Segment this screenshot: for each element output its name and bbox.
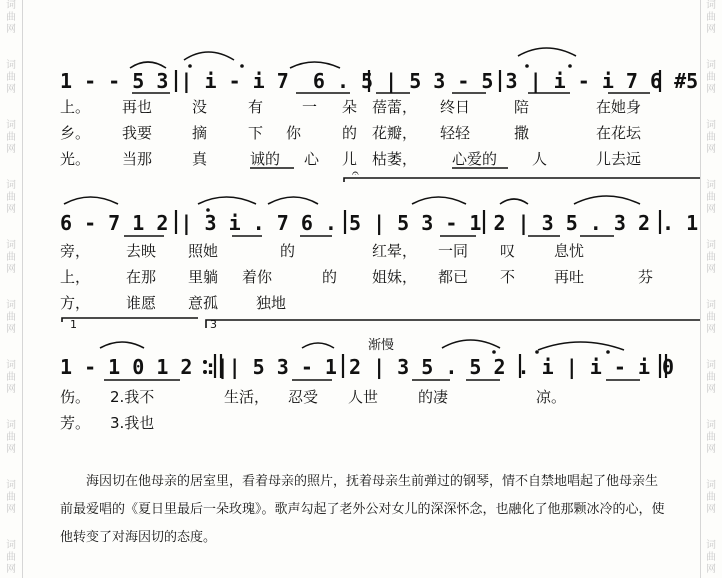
lyric-word: 儿 [342,150,358,168]
slur [198,197,256,204]
slur [538,342,624,350]
lyric-word: 终日 [440,98,471,116]
lyric-word: 我要 [122,124,153,142]
octave-dot [535,350,539,354]
lyric-word: 凉。 [536,388,567,406]
slur [184,52,234,60]
lyric-word: 忍受 [288,388,319,406]
story-paragraph: 海因切在他母亲的居室里，看着母亲的照片，抚着母亲生前弹过的钢琴，情不自禁地唱起了他母亲生前最爱唱的《夏日里最后一朵玫瑰》。歌声勾起了老外公对女儿的深深怀念，也融化了他那颗冰冷的心，使他转变了对海因切的态度。 [60,474,665,545]
lyric-word: 在那 [126,268,157,286]
volta-bracket [62,318,198,322]
lyric-word: 再吐 [554,268,585,286]
lyric-word: 旁， [60,242,91,260]
lyric-word: 里躺 [188,268,219,286]
tempo-marking: 渐慢 [368,338,395,353]
slur [130,62,166,68]
lyric-word: 花瓣， [372,124,418,142]
lyric-word: 姐妹， [372,268,418,286]
lyric-word: 一 [302,98,318,116]
lyric-word: 着你 [242,268,273,286]
lyric-word: 的凄 [418,388,449,406]
watermark-right-10: 词 曲 网 [706,540,716,575]
octave-dot [188,64,192,68]
lyric-word: 叹 [500,242,516,260]
notation-row-2: 6 - 7 1 2 | 3 i . 7 6 . 5 | 5 3 - 1 2 | 3 5 . 3 2 . 1 [60,211,699,235]
lyric-word: 撒 [514,124,530,142]
volta-bracket [344,178,700,182]
lyric-word: 当那 [122,150,153,168]
lyric-word: 在她身 [596,98,642,116]
lyric-word: 的 [342,124,358,142]
watermark-right-4: 词 曲 网 [706,180,716,215]
slur [442,340,500,348]
slur [412,197,466,204]
lyric-word: 芳。 [60,414,91,432]
lyric-word: 去映 [126,242,157,260]
octave-dot [606,350,610,354]
lyric-word: 上。 [60,98,91,116]
octave-dot [492,350,496,354]
lyric-word: 伤。 [60,388,91,406]
watermark-left-2: 词 曲 网 [6,60,16,95]
lyric-word: 没 [192,98,208,116]
watermark-right-7: 词 曲 网 [706,360,716,395]
lyric-word: 光。 [60,150,91,168]
slur [574,196,640,204]
watermark-left-9: 词 曲 网 [6,480,16,515]
lyric-word: 的 [280,242,296,260]
lyric-word: 人世 [348,388,379,406]
lyric-word: 在花坛 [596,124,642,142]
lyric-word: 一同 [438,242,469,260]
slur [518,48,576,56]
watermark-left-7: 词 曲 网 [6,360,16,395]
volta-1-label: 1 [70,318,77,331]
lyric-word: 独地 [256,294,287,312]
watermark-right-9: 词 曲 网 [706,480,716,515]
lyric-word: 方， [60,294,91,312]
lyric-word: 轻轻 [440,124,471,142]
lyric-word: 照她 [188,242,219,260]
notation-row-3: 1 - 1 0 1 2 :|| 5 3 - 1 2 | 3 5 . 5 2 . i | i - i 0 [60,355,675,379]
lyric-word: 红晕， [372,242,418,260]
lyric-word: 谁愿 [126,294,157,312]
lyric-word: 陪 [514,98,530,116]
slur [268,197,318,204]
lyric-word: 朵 [342,98,358,116]
slur [64,197,118,204]
lyric-word: 都已 [438,268,469,286]
lyric-word: 蓓蕾， [372,98,418,116]
octave-dot [568,64,572,68]
watermark-right-5: 词 曲 网 [706,240,716,275]
lyric-word: 有 [248,98,264,116]
watermark-left-3: 词 曲 网 [6,120,16,155]
slur [100,342,144,348]
watermark-right-1: 词 曲 网 [706,0,716,35]
octave-dot [525,64,529,68]
watermark-right-6: 词 曲 网 [706,300,716,335]
lyric-word: 的 [322,268,338,286]
octave-dot [240,64,244,68]
lyric-word: 真 [192,150,208,168]
lyric-word: 枯萎， [372,150,418,168]
lyric-word: 下 [248,124,264,142]
watermark-left-5: 词 曲 网 [6,240,16,275]
watermark-left-4: 词 曲 网 [6,180,16,215]
lyric-word: 摘 [192,124,208,142]
slur [302,343,334,348]
watermark-left-6: 词 曲 网 [6,300,16,335]
volta-bracket [206,320,700,328]
notation-row-1: 1 - - 5 3 | i - i 7 6 . 5 | 5 3 - 5 3 | i - i 7 6 #5 [60,69,699,93]
lyric-word: 诚的 [250,150,281,168]
slur [290,62,340,68]
watermark-right-2: 词 曲 网 [706,60,716,95]
lyric-word: 2.我不 [110,388,155,406]
lyric-word: 芬 [638,268,654,286]
watermark-left-1: 词 曲 网 [6,0,16,35]
fermata-sign: 𝄐 [352,166,359,180]
slur [500,199,528,204]
lyric-word: 意孤 [188,294,219,312]
lyric-word: 人 [532,150,548,168]
volta-3-label: 3 [210,318,217,331]
lyric-word: 3.我也 [110,414,155,432]
lyric-word: 生活， [224,388,270,406]
watermark-left-8: 词 曲 网 [6,420,16,455]
watermark-left-10: 词 曲 网 [6,540,16,575]
lyric-word: 乡。 [60,124,91,142]
lyric-word: 心 [304,150,320,168]
lyric-word: 你 [286,124,302,142]
lyric-word: 再也 [122,98,153,116]
watermark-right-8: 词 曲 网 [706,420,716,455]
lyric-word: 儿去远 [596,150,642,168]
lyric-word: 心爱的 [452,150,498,168]
watermark-right-3: 词 曲 网 [706,120,716,155]
lyric-word: 息忧 [554,242,585,260]
lyric-word: 不 [500,268,516,286]
lyric-word: 上， [60,268,91,286]
